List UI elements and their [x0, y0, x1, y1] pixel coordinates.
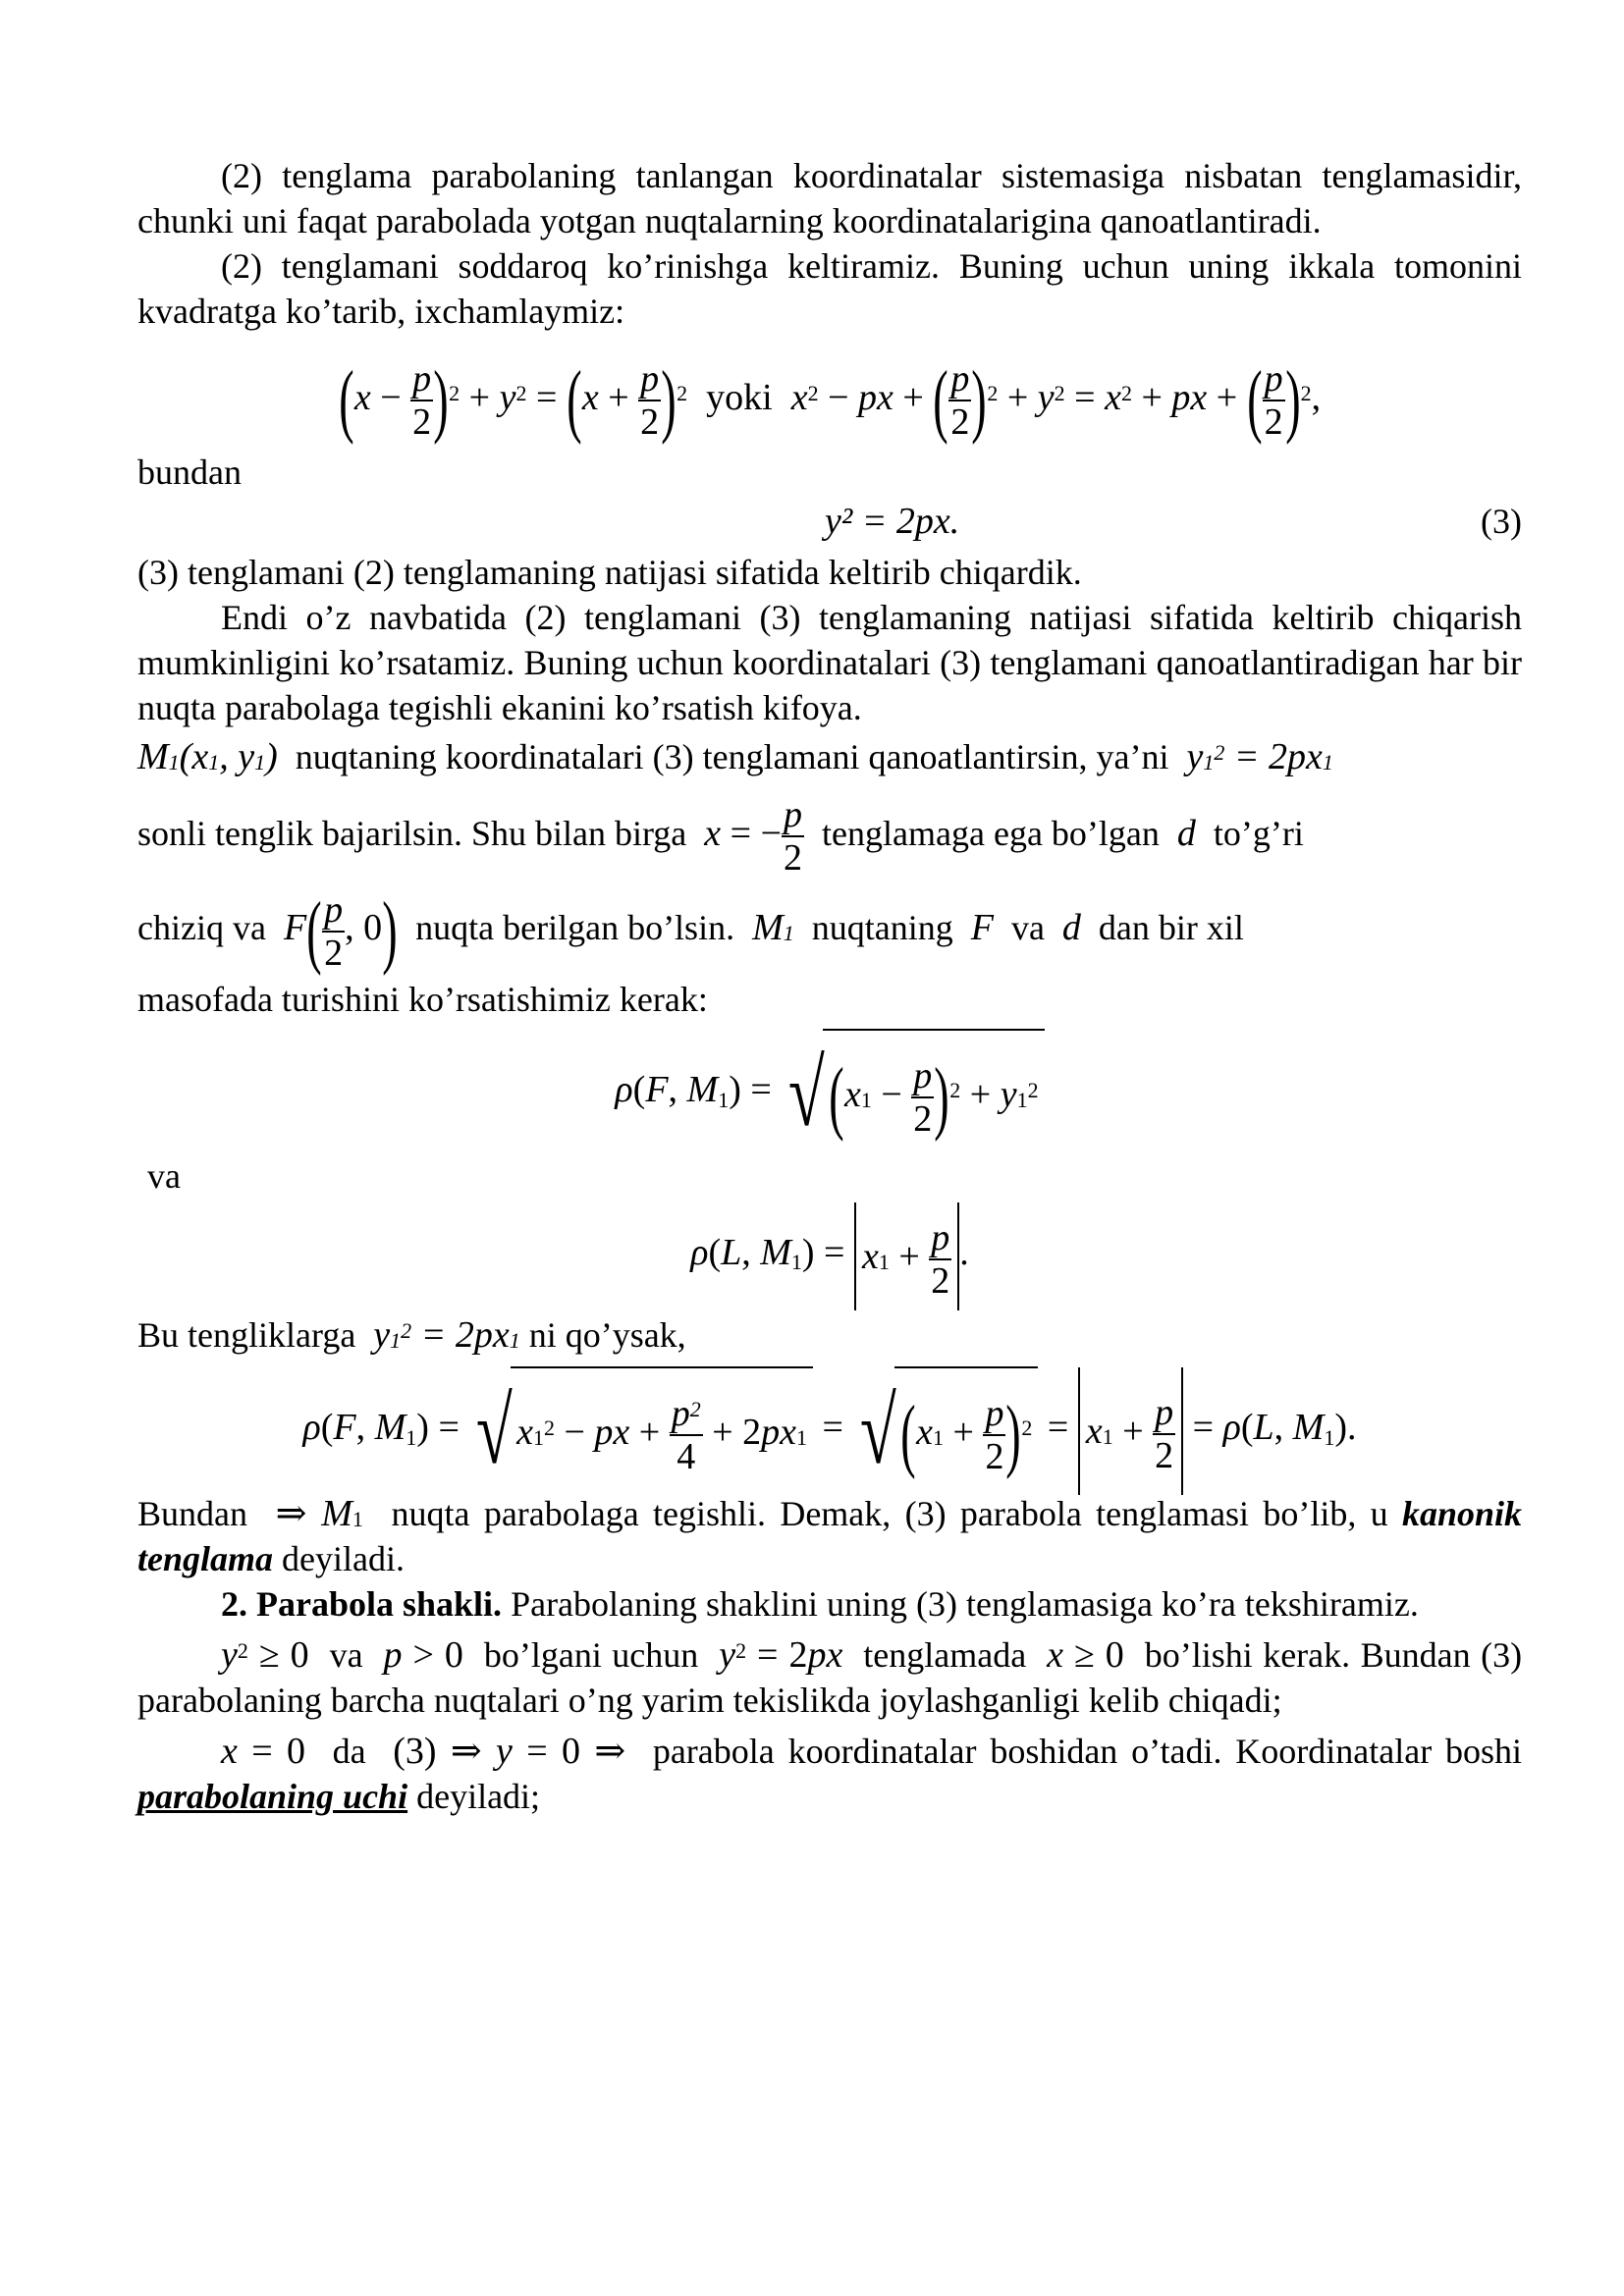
paragraph-12-da: da	[332, 1732, 366, 1772]
paragraph-9-a: Bundan	[137, 1494, 247, 1534]
paragraph-6-a: chiziq va	[137, 908, 266, 948]
section-heading-parabola-shakli: 2. Parabola shakli.	[221, 1584, 503, 1625]
paragraph-11-c: tenglamada	[863, 1635, 1027, 1676]
paragraph-2: (2) tenglamani soddaroq ko’rinishga keltiramiz. Buning uchun uning ikkala tomonini kvadratga ko’tarib, ixchamlaymiz:	[137, 246, 1522, 331]
paragraph-4b: M1(x1, y1) nuqtaning koordinatalari (3) tenglamani qanoatlantirsin, ya’ni $y1^2 = 2px1$	[137, 736, 1333, 777]
paragraph-1: (2) tenglama parabolaning tanlangan koordinatalar sistemasiga nisbatan tenglamasidir, chunki uni faqat parabolada yotgan nuqtalarning koordinatalarigina qanoatlantiradi.	[137, 156, 1522, 240]
paragraph-6-e: dan bir xil	[1098, 908, 1244, 948]
parabolaning-uchi-term: parabolaning uchi	[137, 1777, 408, 1817]
paragraph-6: chiziq va F( $\frac{p}{2}$ , 0) nuqta berilgan bo’lsin. M1 nuqtaning F va d dan bir xil	[137, 884, 1244, 977]
eq1-yoki: yoki	[706, 377, 773, 418]
paragraph-3: (3) tenglamani (2) tenglamaning natijasi sifatida keltirib chiqardik.	[137, 553, 1082, 592]
paragraph-5: sonli tenglik bajarilsin. Shu bilan birga x = − $\frac{p}{2}$ tenglamaga ega bo’lgan d to’g’ri	[137, 794, 1304, 880]
paragraph-8-a: Bu tengliklarga	[137, 1315, 356, 1356]
bundan-label: bundan	[137, 453, 242, 492]
paragraph-6-c: nuqtaning	[811, 908, 953, 948]
equation-3-formula: y² = 2px.	[825, 501, 960, 542]
paragraph-9-b: nuqta parabolaga tegishli. Demak, (3) parabola tenglamasi bo’lib, u	[391, 1494, 1388, 1534]
equation-long: ρ(F, M1) = √ $x1^2$ − px + $\frac{p^2}{4}$ + 2px1 = √(x1 + $\frac{p}{2}$ )$^2$ = x1 + $\frac{p}{2}$ = ρ(L, M1).	[137, 1363, 1522, 1491]
paragraph-12: x = 0 da (3) ⇒ y = 0 ⇒ parabola koordinatalar boshidan o’tadi. Koordinatalar boshi parabolaning uchi deyiladi;	[137, 1731, 1523, 1817]
paragraph-11-e: Bundan (3) parabolaning barcha nuqtalari o’ng yarim tekislikda joylashganligi kelib chiqadi;	[137, 1635, 1523, 1721]
paragraph-5-c: to’g’ri	[1213, 814, 1304, 853]
paragraph-11-b: bo’lgani uchun	[483, 1635, 699, 1676]
equation-3-number: (3)	[1481, 502, 1522, 541]
paragraph-11-va: va	[329, 1635, 363, 1676]
paragraph-11: $y^2 \ge 0$ va p > 0 bo’lgani uchun $y^2 = 2px$ tenglamada x ≥ 0 bo’lishi kerak. Bundan (3) parabolaning barcha nuqtalari o’ng yarim tekislikda joylashganligi kelib chiqadi;	[137, 1634, 1523, 1721]
paragraph-9-c: deyiladi.	[282, 1539, 405, 1579]
equation-rho-l: ρ(L, M1) = x1 + $\frac{p}{2}$ .	[137, 1199, 1522, 1307]
va-label: va	[147, 1156, 181, 1197]
paragraph-8: Bu tengliklarga $y1^2 = 2px1$ ni qo’ysak,	[137, 1314, 686, 1357]
paragraph-12-d: deyiladi;	[416, 1777, 541, 1817]
paragraph-6-b: nuqta berilgan bo’lsin.	[415, 908, 735, 948]
paragraph-10-text: Parabolaning shaklini uning (3) tenglamasiga ko’ra tekshiramiz.	[511, 1584, 1419, 1625]
paragraph-10	[137, 1581, 1522, 1627]
equation-3	[137, 499, 1522, 550]
kanonik-tenglama-term: kanonik tenglama	[137, 1494, 1523, 1579]
paragraph-12-c: boshi	[1445, 1732, 1523, 1772]
paragraph-11-d: bo’lishi kerak.	[1144, 1635, 1351, 1676]
paragraph-4: Endi o’z navbatida (2) tenglamani (3) tenglamaning natijasi sifatida keltirib chiqarish mumkinligini ko’rsatamiz. Buning uchun koordinatalari (3) tenglamani qanoatlantiradigan har bir nuqta parabolaga tegishli ekanini ko’rsatish kifoya.	[137, 598, 1522, 727]
paragraph-7: masofada turishini ko’rsatishimiz kerak:	[137, 980, 708, 1020]
equation-rho-f: ρ(F, M1) = √(x1 − $\frac{p}{2}$ )$^2 + y1^2$	[137, 1026, 1522, 1153]
paragraph-4b-text: nuqtaning koordinatalari (3) tenglamani qanoatlantirsin, ya’ni	[295, 737, 1169, 776]
document-page	[137, 147, 1522, 1819]
paragraph-9: Bundan ⇒ M1 nuqta parabolaga tegishli. Demak, (3) parabola tenglamasi bo’lib, u kanonik tenglama deyiladi.	[137, 1493, 1523, 1579]
paragraph-12-b: parabola koordinatalar boshidan o’tadi. Koordinatalar	[652, 1732, 1433, 1772]
equation-1: (x − $\frac{p}{2}$ )$^2 + y^2 = (x$ + $\frac{p}{2}$ )$^2$ yoki $x^2$ − px + ( $\frac{p}{2}$ )$^2 + y^2 = x^2$ + px + ( $\frac{p}{2}$ )$^2$,	[339, 354, 1322, 447]
paragraph-5-a: sonli tenglik bajarilsin. Shu bilan birga	[137, 814, 687, 853]
paragraph-6-d: va	[1010, 908, 1045, 948]
paragraph-5-b: tenglamaga ega bo’lgan	[822, 814, 1160, 853]
paragraph-8-b: ni qo’ysak,	[528, 1315, 686, 1356]
